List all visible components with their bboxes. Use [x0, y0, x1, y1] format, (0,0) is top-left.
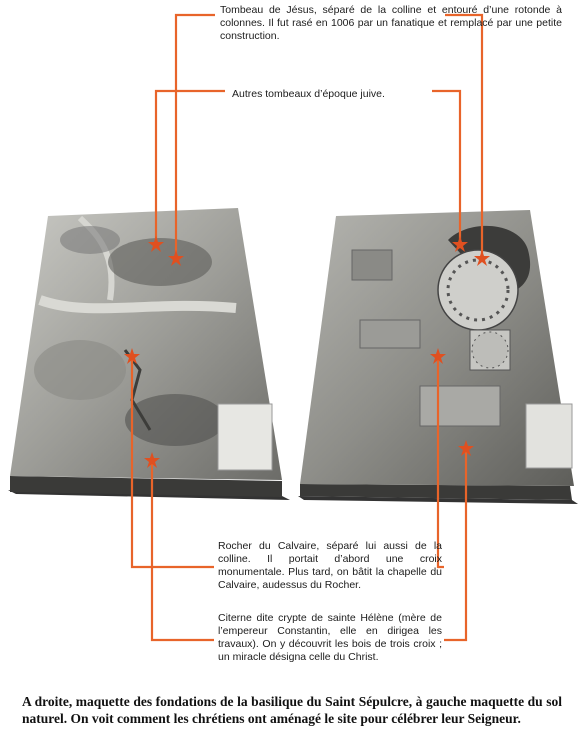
annotation-tomb-of-jesus: Tombeau de Jésus, séparé de la colline et entouré d’une rotonde à colonnes. Il fut rasé en 1006 par un fanatique et remplacé par une petite construction. [220, 4, 562, 42]
label-plaque [526, 404, 572, 468]
natural-ground-model [8, 208, 290, 500]
annotation-cistern: Citerne dite crypte de sainte Hélène (mère de l’empereur Constantin, elle en dirigea les travaux). On y découvrit les bois de trois croix ; un miracle désigna celle du Christ. [218, 612, 442, 663]
label-plaque [218, 404, 272, 470]
annotation-rock-of-calvary: Rocher du Calvaire, séparé lui aussi de la colline. Il portait d’abord une croix monumentale. Plus tard, on bâtit la chapelle du Calvaire, audessus du Rocher. [218, 540, 442, 591]
annotation-other-tombs: Autres tombeaux d’époque juive. [232, 88, 385, 100]
figure-caption: A droite, maquette des fondations de la basilique du Saint Sépulcre, à gauche maquette du sol naturel. On voit comment les chrétiens ont aménagé le site pour célébrer leur Seigneur. [22, 694, 562, 726]
